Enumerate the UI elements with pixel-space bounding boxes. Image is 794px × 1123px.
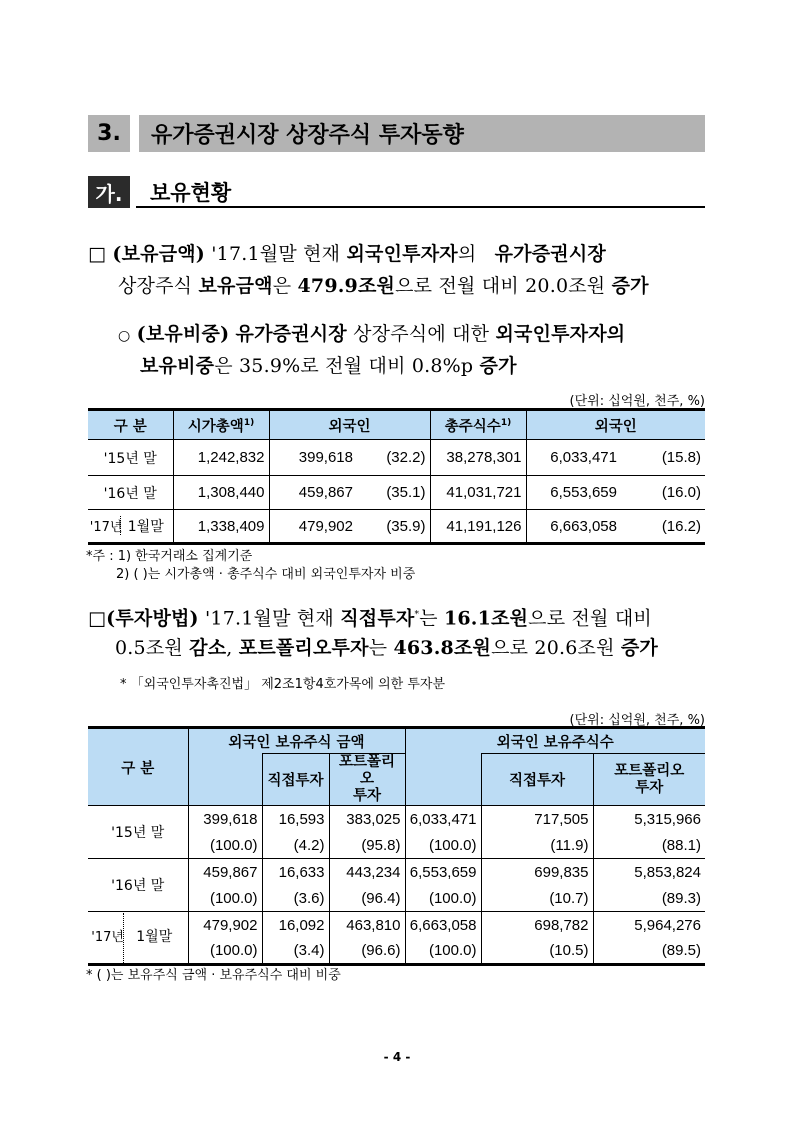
- cell-value: 5,853,824: [634, 863, 701, 881]
- cell-value: 16,633: [262, 859, 329, 886]
- text: 상장주식에 대한: [346, 323, 496, 345]
- keyword: 479.9조원: [297, 275, 396, 297]
- header-total-shares: [405, 754, 481, 806]
- cell-value: 6,033,471: [405, 806, 481, 833]
- text: 0.5조원: [115, 637, 190, 659]
- table-row: [88, 476, 705, 510]
- cell-percent: (96.4): [329, 886, 405, 912]
- cell-percent: (88.1): [661, 836, 701, 854]
- cell: (35.9): [357, 510, 430, 544]
- cell-value: 6,553,659: [405, 859, 481, 886]
- header-foreign-shares: 외국인: [526, 410, 705, 440]
- table-row: [88, 806, 705, 833]
- text: 는: [368, 637, 394, 659]
- header-text: 포트폴리오: [338, 754, 396, 787]
- para-holding-ratio-line1: [118, 320, 625, 350]
- cell: 459,867: [298, 484, 353, 501]
- circle-bullet-icon: ○: [118, 328, 131, 344]
- keyword: 직접투자: [340, 607, 415, 630]
- text: 은: [272, 275, 298, 297]
- cell: 38,278,301: [430, 440, 526, 476]
- row-label-year: '17년: [91, 913, 124, 963]
- cell-percent: (10.5): [481, 939, 593, 965]
- cell-percent: (100.0): [188, 833, 262, 859]
- keyword: 보유금액: [198, 275, 273, 297]
- text: 으로 전월 대비: [528, 607, 652, 630]
- header-direct: 직접투자: [262, 754, 329, 806]
- page-number: - 4 -: [383, 1050, 411, 1064]
- header-text: 투자: [352, 788, 381, 804]
- table-row: [88, 859, 705, 886]
- cell-value: 698,782: [481, 912, 593, 939]
- cell-percent: (11.9): [481, 833, 593, 859]
- keyword: 증가: [479, 355, 517, 377]
- header-category: 구 분: [88, 728, 188, 806]
- keyword: (보유금액): [112, 243, 206, 265]
- text: '17.1월말 현재: [198, 607, 341, 630]
- header-total-shares: [430, 410, 526, 440]
- footnote-mark: 1): [243, 417, 255, 428]
- table-row: [88, 912, 705, 939]
- cell-percent: (95.8): [329, 833, 405, 859]
- row-label-month: 1월말: [136, 928, 173, 945]
- cell-percent: (100.0): [405, 886, 481, 912]
- text: ,: [226, 637, 239, 659]
- cell-value: 479,902: [188, 912, 262, 939]
- cell-percent: (89.5): [661, 942, 701, 960]
- keyword: (보유비중): [136, 323, 230, 345]
- text: 으로 전월 대비 20.0조원: [395, 275, 612, 297]
- keyword: 유가증권시장: [494, 243, 606, 265]
- table-row: [88, 510, 705, 544]
- footnote-mark: 1): [500, 417, 512, 428]
- footnote-mark: *: [414, 610, 420, 620]
- cell-percent: (100.0): [188, 886, 262, 912]
- header-foreign-shares-group: 외국인 보유주식수: [405, 728, 705, 754]
- cell-value: 463,810: [329, 912, 405, 939]
- table2-unit: (단위: 십억원, 천주, %): [569, 713, 705, 728]
- header-portfolio: [593, 754, 705, 806]
- table1-note-1: *주 : 1) 한국거래소 집계기준: [86, 549, 253, 564]
- para-investment-method-line2: [115, 634, 658, 662]
- cell-value: 717,505: [481, 806, 593, 833]
- keyword: 외국인투자자: [346, 243, 458, 265]
- cell: 479,902: [298, 517, 353, 535]
- row-label: [88, 912, 188, 965]
- cell: 41,191,126: [430, 510, 526, 544]
- cell-percent: (100.0): [188, 939, 262, 965]
- cell: 41,031,721: [430, 476, 526, 510]
- keyword: 증가: [611, 275, 649, 297]
- table1-note-2: 2) ( )는 시가총액 · 총주식수 대비 외국인투자자 비중: [116, 567, 416, 582]
- cell-value: 383,025: [329, 806, 405, 833]
- subsection-number: 가.: [88, 176, 130, 208]
- cell: 1,308,440: [173, 476, 269, 510]
- header-portfolio: [329, 754, 405, 806]
- cell: 1,242,832: [173, 440, 269, 476]
- subsection-title: 보유현황: [150, 181, 232, 205]
- header-text: 투자: [635, 779, 664, 796]
- cell-value: 459,867: [188, 859, 262, 886]
- cell: (35.1): [357, 476, 430, 510]
- cell: (16.0): [661, 484, 701, 501]
- row-label: '16년 말: [88, 859, 188, 912]
- header-total-amount: [188, 754, 262, 806]
- header-direct: 직접투자: [481, 754, 593, 806]
- table-row: [88, 440, 705, 476]
- cell-value: 5,964,276: [634, 916, 701, 934]
- holdings-table: [88, 408, 705, 545]
- cell-percent: (100.0): [405, 939, 481, 965]
- row-label: '15년 말: [88, 806, 188, 859]
- keyword: (투자방법): [106, 607, 199, 630]
- cell: 6,553,659: [550, 484, 617, 501]
- text: 상장주식: [118, 275, 199, 297]
- cell: (15.8): [661, 449, 701, 466]
- holdings-by-method-table: [88, 726, 705, 966]
- subsection-rule: [136, 206, 705, 208]
- header-foreign-amount: 외국인: [269, 410, 430, 440]
- text: 의: [457, 243, 483, 265]
- text: 으로 20.6조원: [491, 637, 621, 659]
- text: 은 35.9%로 전월 대비 0.8%p: [214, 355, 480, 377]
- keyword: 외국인투자자의: [495, 323, 626, 345]
- section-title: 유가증권시장 상장주식 투자동향: [139, 115, 705, 152]
- table2-note: * ( )는 보유주식 금액 · 보유주식수 대비 비중: [86, 968, 341, 983]
- cell: 6,663,058: [550, 517, 617, 535]
- header-market-cap: [173, 410, 269, 440]
- header-foreign-amount-group: 외국인 보유주식 금액: [188, 728, 405, 754]
- row-label: '16년 말: [88, 476, 173, 510]
- cell: 6,033,471: [550, 449, 617, 466]
- cell-value: 16,092: [262, 912, 329, 939]
- cell: (32.2): [357, 440, 430, 476]
- cell-percent: (89.3): [661, 889, 701, 907]
- para2-footnote: * 「외국인투자촉진법」 제2조1항4호가목에 의한 투자분: [120, 677, 446, 692]
- header-text: 총주식수: [444, 418, 501, 435]
- row-label: [88, 510, 173, 544]
- cell-percent: (3.4): [262, 939, 329, 965]
- para-holding-amount-line1: [88, 240, 606, 268]
- header-category: 구 분: [88, 410, 173, 440]
- text: 는: [419, 607, 444, 630]
- keyword: 포트폴리오투자: [238, 637, 369, 659]
- keyword: 보유비중: [140, 355, 215, 377]
- row-label-month: 1월말: [127, 519, 164, 535]
- cell: 399,618: [298, 449, 353, 466]
- text: '17.1월말 현재: [205, 243, 347, 265]
- cell-value: 443,234: [329, 859, 405, 886]
- cell-value: 6,663,058: [405, 912, 481, 939]
- cell-value: 399,618: [188, 806, 262, 833]
- para-holding-ratio-line2: [140, 352, 517, 380]
- cell-value: 699,835: [481, 859, 593, 886]
- keyword: 16.1조원: [443, 607, 529, 630]
- section-number: 3.: [88, 115, 130, 152]
- keyword: 증가: [620, 637, 658, 659]
- table1-unit: (단위: 십억원, 천주, %): [569, 394, 705, 409]
- cell-percent: (4.2): [262, 833, 329, 859]
- para-holding-amount-line2: [118, 272, 649, 300]
- keyword: 463.8조원: [393, 637, 492, 659]
- row-label-year: '17년: [90, 516, 121, 535]
- cell-value: 5,315,966: [634, 810, 701, 828]
- cell-percent: (100.0): [405, 833, 481, 859]
- header-text: 포트폴리오: [614, 762, 685, 779]
- cell-percent: (3.6): [262, 886, 329, 912]
- cell: (16.2): [661, 517, 701, 535]
- cell-percent: (96.6): [329, 939, 405, 965]
- para-investment-method-line1: [88, 601, 652, 632]
- cell: 1,338,409: [173, 510, 269, 544]
- square-bullet-icon: □: [88, 607, 107, 630]
- keyword: 유가증권시장: [235, 323, 347, 345]
- square-bullet-icon: □: [88, 243, 107, 265]
- keyword: 감소: [189, 637, 227, 659]
- row-label: '15년 말: [88, 440, 173, 476]
- header-text: 시가총액: [187, 418, 244, 435]
- cell-value: 16,593: [262, 806, 329, 833]
- cell-percent: (10.7): [481, 886, 593, 912]
